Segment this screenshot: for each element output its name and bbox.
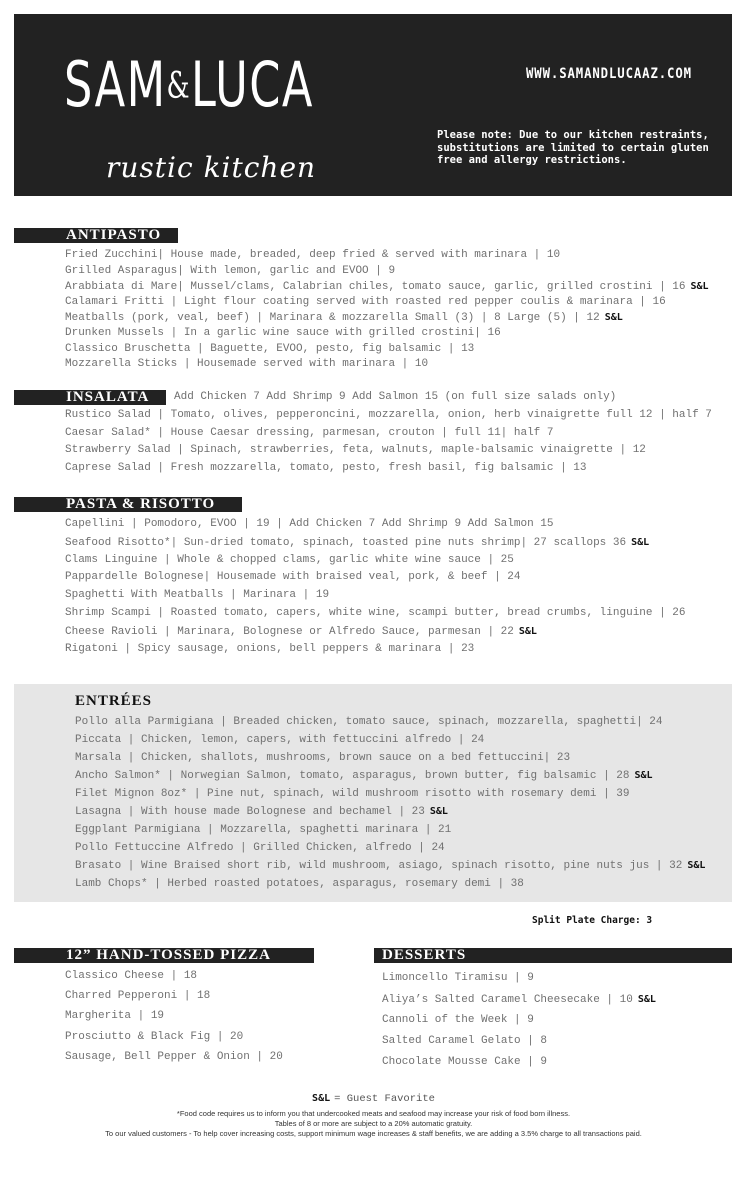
- header-banner: [14, 14, 732, 196]
- kitchen-note: Please note: Due to our kitchen restraints, substitutions are limited to certain gluten free and allergy restrictions.: [437, 129, 709, 166]
- pizza-header: [14, 948, 314, 963]
- menu-item: [65, 407, 712, 425]
- guest-favorite-badge: S&L: [518, 625, 537, 637]
- logo-luca: LUCA: [191, 48, 314, 121]
- legend-badge: S&L: [312, 1093, 331, 1104]
- menu-item-text: Lasagna | With house made Bolognese and bechamel | 23: [75, 806, 425, 818]
- menu-item: [65, 569, 686, 587]
- guest-favorite-badge: S&L: [637, 994, 656, 1005]
- menu-item-text: Charred Pepperoni | 18: [65, 990, 211, 1003]
- entrees-title: ENTRÉES: [75, 693, 153, 709]
- menu-item: [65, 248, 709, 264]
- menu-item: [65, 1006, 283, 1026]
- footer-gratuity: Tables of 8 or more are subject to a 20% automatic gratuity.: [274, 1119, 473, 1128]
- desserts-list: [382, 968, 656, 1073]
- guest-favorite-badge: S&L: [690, 281, 709, 293]
- guest-favorite-badge: S&L: [687, 860, 706, 871]
- menu-item: [75, 767, 705, 785]
- menu-item: [65, 264, 709, 280]
- menu-item-text: Pollo alla Parmigiana | Breaded chicken, tomato sauce, spinach, mozzarella, spaghetti| 24: [75, 716, 663, 728]
- menu-item: [75, 749, 705, 767]
- menu-item-text: Rustico Salad | Tomato, olives, pepperoncini, mozzarella, onion, herb vinaigrette full 12 | half 7: [65, 409, 712, 421]
- menu-item-text: Spaghetti With Meatballs | Marinara | 19: [65, 589, 330, 602]
- menu-item-text: Cheese Ravioli | Marinara, Bolognese or Alfredo Sauce, parmesan | 22: [65, 625, 514, 638]
- entrees-list: [75, 713, 705, 893]
- menu-item: [75, 785, 705, 803]
- menu-item-text: Brasato | Wine Braised short rib, wild mushroom, asiago, spinach risotto, pine nuts jus | 32: [75, 860, 683, 872]
- menu-item-text: Strawberry Salad | Spinach, strawberries, feta, walnuts, maple-balsamic vinaigrette | 12: [65, 444, 646, 457]
- menu-item-text: Rigatoni | Spicy sausage, onions, bell peppers & marinara | 23: [65, 642, 475, 655]
- pasta-header: [14, 497, 242, 512]
- menu-item-text: Drunken Mussels | In a garlic wine sauce with grilled crostini| 16: [65, 326, 501, 339]
- favorite-legend: [0, 1093, 747, 1105]
- menu-item: [65, 357, 709, 373]
- menu-item: [65, 516, 686, 534]
- menu-item-text: Salted Caramel Gelato | 8: [382, 1035, 548, 1047]
- menu-item: [75, 713, 705, 731]
- menu-item-text: Marsala | Chicken, shallots, mushrooms, brown sauce on a bed fettuccini| 23: [75, 752, 571, 764]
- menu-item-text: Pappardelle Bolognese| Housemade with braised veal, pork, & beef | 24: [65, 571, 521, 584]
- menu-item-text: Ancho Salmon* | Norwegian Salmon, tomato, asparagus, brown butter, fig balsamic | 28: [75, 770, 630, 782]
- menu-item-text: Pollo Fettuccine Alfredo | Grilled Chicken, alfredo | 24: [75, 842, 445, 854]
- menu-item: [65, 460, 712, 478]
- menu-item-text: Cannoli of the Week | 9: [382, 1014, 534, 1026]
- logo-sam: SAM: [64, 48, 167, 121]
- menu-item: [75, 857, 705, 875]
- menu-item: [65, 623, 686, 641]
- antipasto-header: [14, 228, 178, 243]
- logo: [64, 48, 314, 121]
- menu-item: [382, 1031, 656, 1052]
- menu-item-text: Caprese Salad | Fresh mozzarella, tomato, pesto, fresh basil, fig balsamic | 13: [65, 462, 587, 475]
- legend-text: = Guest Favorite: [334, 1093, 435, 1105]
- pizza-title: 12” HAND-TOSSED PIZZA: [66, 947, 271, 963]
- menu-item-text: Clams Linguine | Whole & chopped clams, garlic white wine sauce | 25: [65, 553, 514, 566]
- menu-item-text: Capellini | Pomodoro, EVOO | 19 | Add Chicken 7 Add Shrimp 9 Add Salmon 15: [65, 518, 554, 530]
- website-link[interactable]: WWW.SAMANDLUCAAZ.COM: [526, 66, 692, 82]
- menu-item: [65, 966, 283, 986]
- insalata-addons: Add Chicken 7 Add Shrimp 9 Add Salmon 15 (on full size salads only): [174, 391, 617, 403]
- menu-item: [65, 587, 686, 605]
- menu-item-text: Calamari Fritti | Light flour coating served with roasted red pepper coulis & marinara | 16: [65, 295, 666, 308]
- menu-item: [75, 839, 705, 857]
- menu-item-text: Prosciutto & Black Fig | 20: [65, 1030, 244, 1043]
- menu-item-text: Mozzarella Sticks | Housemade served with marinara | 10: [65, 358, 429, 371]
- antipasto-list: [65, 248, 709, 373]
- menu-item: [65, 279, 709, 295]
- menu-item-text: Shrimp Scampi | Roasted tomato, capers, white wine, scampi butter, bread crumbs, linguine | 26: [65, 606, 686, 619]
- menu-item: [65, 442, 712, 460]
- menu-item-text: Limoncello Tiramisu | 9: [382, 972, 534, 984]
- menu-item: [75, 803, 705, 821]
- menu-item: [65, 534, 686, 552]
- menu-item: [382, 1052, 656, 1073]
- menu-item: [75, 731, 705, 749]
- menu-item-text: Seafood Risotto*| Sun-dried tomato, spinach, toasted pine nuts shrimp| 27 scallops 36: [65, 536, 627, 549]
- menu-item: [65, 1027, 283, 1047]
- guest-favorite-badge: S&L: [429, 806, 448, 817]
- pizza-list: [65, 966, 283, 1067]
- menu-item: [65, 425, 712, 443]
- menu-item: [75, 875, 705, 893]
- split-plate-charge: Split Plate Charge: 3: [532, 915, 653, 926]
- guest-favorite-badge: S&L: [634, 770, 653, 781]
- menu-item-text: Piccata | Chicken, lemon, capers, with fettuccini alfredo | 24: [75, 734, 485, 746]
- menu-item-text: Lamb Chops* | Herbed roasted potatoes, asparagus, rosemary demi | 38: [75, 878, 524, 890]
- guest-favorite-badge: S&L: [604, 312, 623, 324]
- menu-item: [65, 641, 686, 659]
- pasta-list: [65, 516, 686, 658]
- menu-item-text: Grilled Asparagus| With lemon, garlic and EVOO | 9: [65, 264, 396, 277]
- insalata-header: [14, 390, 166, 405]
- menu-item-text: Fried Zucchini| House made, breaded, deep fried & served with marinara | 10: [65, 249, 561, 261]
- menu-item-text: Caesar Salad* | House Caesar dressing, parmesan, crouton | full 11| half 7: [65, 426, 554, 439]
- menu-item: [65, 295, 709, 311]
- pasta-title: PASTA & RISOTTO: [66, 496, 216, 512]
- menu-item-text: Eggplant Parmigiana | Mozzarella, spaghetti marinara | 21: [75, 824, 452, 836]
- menu-item-text: Aliya’s Salted Caramel Cheesecake | 10: [382, 994, 633, 1006]
- menu-item: [65, 986, 283, 1006]
- antipasto-title: ANTIPASTO: [66, 227, 162, 243]
- menu-item: [75, 821, 705, 839]
- guest-favorite-badge: S&L: [631, 536, 650, 548]
- insalata-title: INSALATA: [66, 389, 150, 405]
- menu-item: [65, 552, 686, 570]
- menu-item: [65, 342, 709, 358]
- footer-surcharge: To our valued customers - To help cover increasing costs, support minimum wage increases & staff benefits, we are adding a 3.5% charge to all transactions paid.: [105, 1129, 642, 1138]
- footer-food-code: *Food code requires us to inform you that undercooked meats and seafood may increase your risk of food born illness.: [176, 1109, 571, 1118]
- menu-item: [382, 968, 656, 989]
- desserts-header: [374, 948, 732, 963]
- menu-item-text: Filet Mignon 8oz* | Pine nut, spinach, wild mushroom risotto with rosemary demi | 39: [75, 788, 630, 800]
- desserts-title: DESSERTS: [382, 947, 467, 963]
- menu-item: [65, 605, 686, 623]
- insalata-list: [65, 407, 712, 478]
- menu-item-text: Meatballs (pork, veal, beef) | Marinara & mozzarella Small (3) | 8 Large (5) | 12: [65, 312, 600, 325]
- menu-item-text: Classico Bruschetta | Baguette, EVOO, pesto, fig balsamic | 13: [65, 342, 475, 355]
- logo-subtitle: rustic kitchen: [106, 151, 317, 184]
- menu-item: [382, 1010, 656, 1031]
- menu-item-text: Classico Cheese | 18: [65, 970, 198, 982]
- menu-item-text: Arabbiata di Mare| Mussel/clams, Calabrian chiles, tomato sauce, garlic, grilled crostini | 16: [65, 281, 686, 294]
- menu-item-text: Chocolate Mousse Cake | 9: [382, 1056, 548, 1068]
- menu-item-text: Margherita | 19: [65, 1010, 165, 1023]
- menu-item: [65, 326, 709, 342]
- menu-item: [65, 1047, 283, 1067]
- logo-amp: &: [166, 66, 192, 107]
- menu-item: [382, 989, 656, 1010]
- menu-item: [65, 310, 709, 326]
- menu-item-text: Sausage, Bell Pepper & Onion | 20: [65, 1050, 283, 1063]
